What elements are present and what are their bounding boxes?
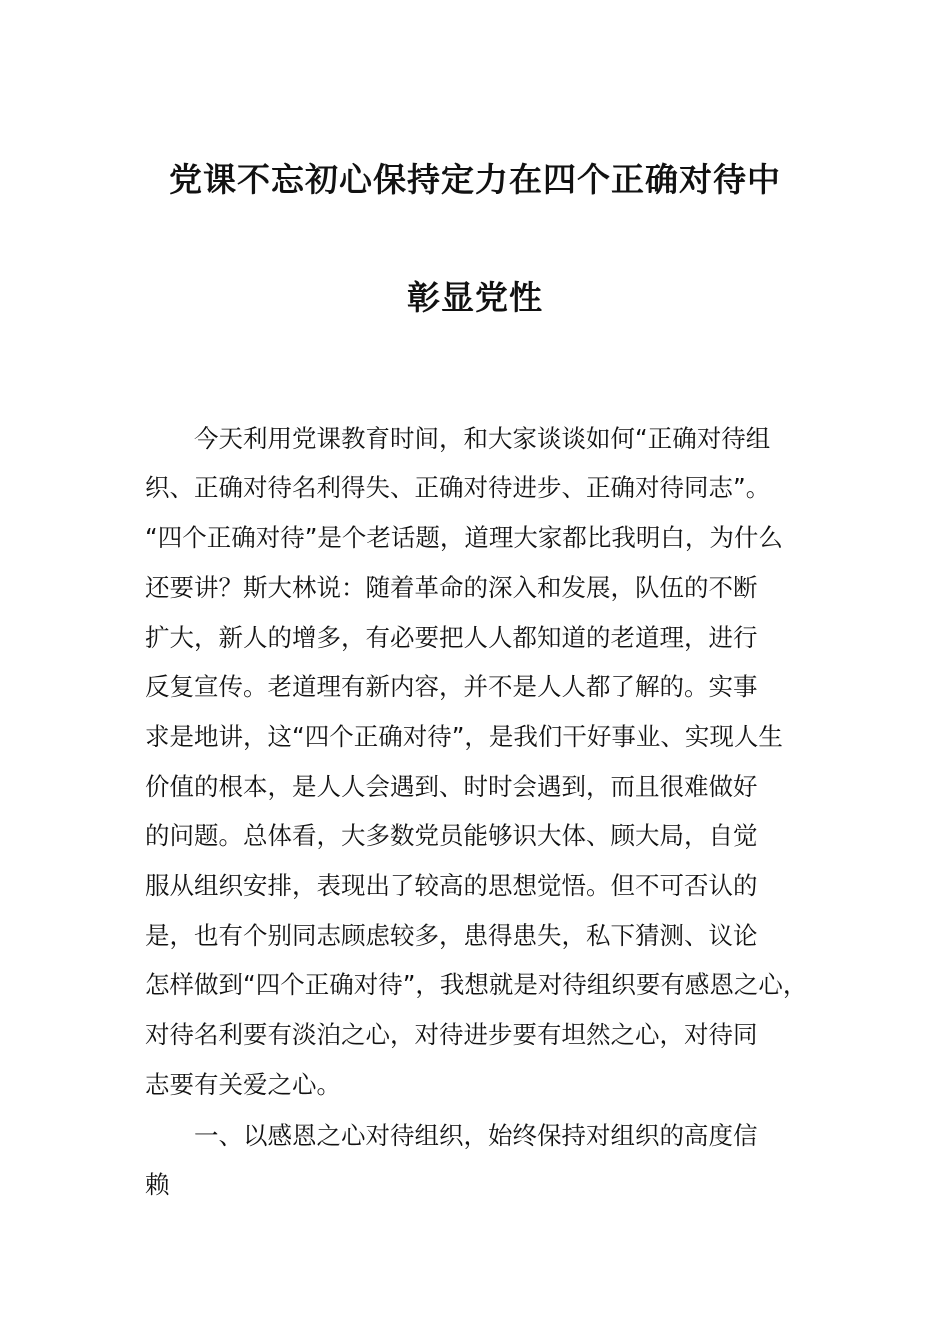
- section-heading-line: 一、以感恩之心对待组织，始终保持对组织的高度信: [194, 1121, 758, 1150]
- body-line: 是，也有个别同志顾虑较多，患得患失，私下猜测、议论: [145, 921, 758, 950]
- body-line: 还要讲？斯大林说：随着革命的深入和发展，队伍的不断: [145, 573, 758, 602]
- body-line: 扩大，新人的增多，有必要把人人都知道的老道理，进行: [145, 623, 758, 652]
- body-line: 服从组织安排，表现出了较高的思想觉悟。但不可否认的: [145, 871, 758, 900]
- body-line: “四个正确对待”是个老话题，道理大家都比我明白，为什么: [145, 523, 783, 552]
- body-line: 今天利用党课教育时间，和大家谈谈如何“正确对待组: [194, 424, 771, 453]
- body-line: 对待名利要有淡泊之心，对待进步要有坦然之心，对待同: [145, 1020, 758, 1049]
- body-line: 的问题。总体看，大多数党员能够识大体、顾大局，自觉: [145, 821, 758, 850]
- body-line: 求是地讲，这“四个正确对待”，是我们干好事业、实现人生: [145, 722, 783, 751]
- document-title-line-1: 党课不忘初心保持定力在四个正确对待中: [169, 160, 781, 199]
- body-line: 织、正确对待名利得失、正确对待进步、正确对待同志”。: [145, 473, 771, 502]
- body-line: 怎样做到“四个正确对待”，我想就是对待组织要有感恩之心，: [145, 970, 808, 999]
- body-line: 志要有关爱之心。: [145, 1070, 341, 1099]
- document-title-line-2: 彰显党性: [407, 278, 543, 317]
- body-line: 价值的根本，是人人会遇到、时时会遇到，而且很难做好: [145, 772, 758, 801]
- body-line: 反复宣传。老道理有新内容，并不是人人都了解的。实事: [145, 672, 758, 701]
- section-heading-line: 赖: [145, 1170, 170, 1199]
